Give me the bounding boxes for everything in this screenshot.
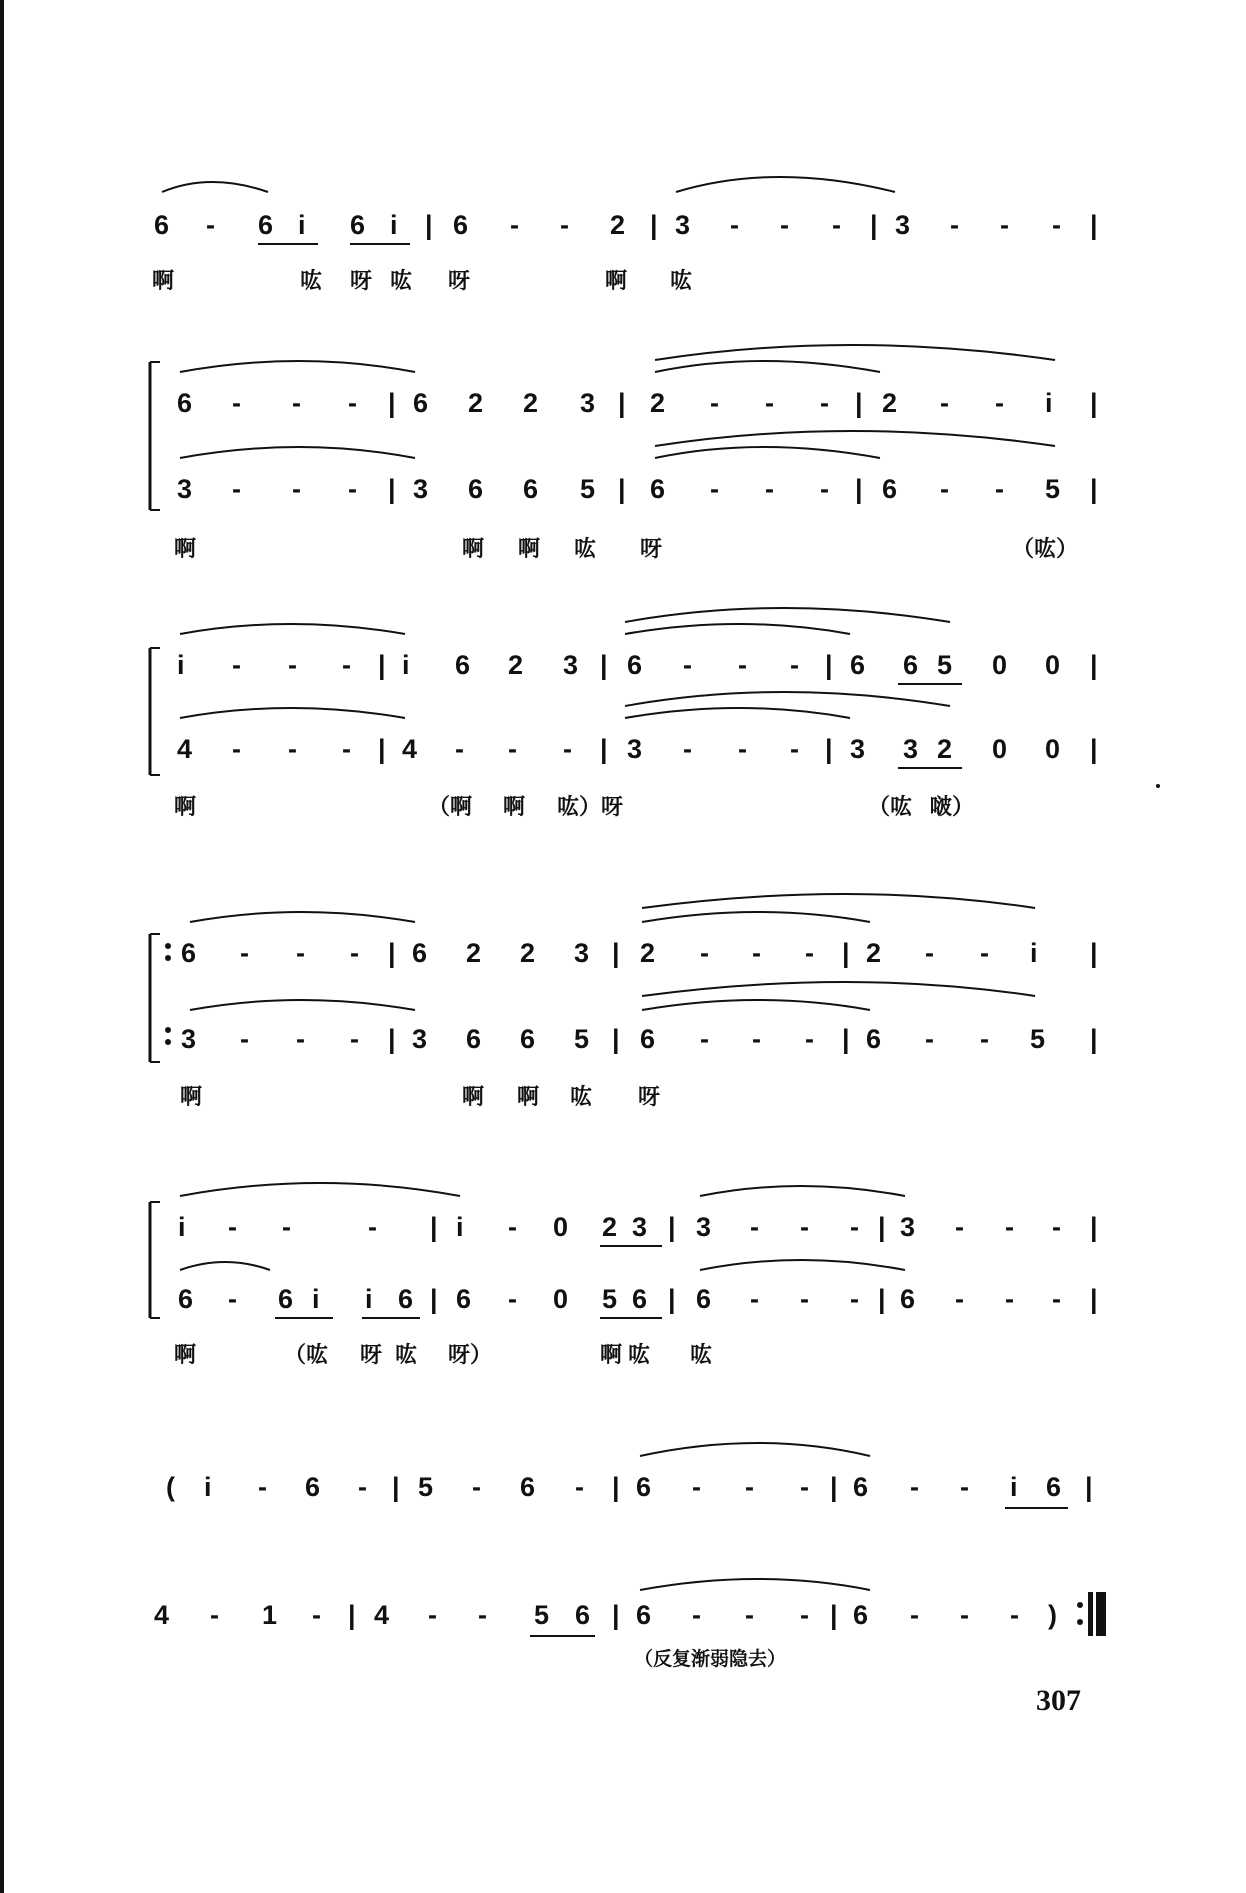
dash: - [925,938,934,968]
dash: - [910,1600,919,1630]
note: 2 [508,650,524,680]
note: 6 [900,1284,916,1314]
barline: | [830,1600,838,1630]
note: i [204,1472,212,1502]
system-7-staff-1 [154,1600,1057,1630]
barline: | [855,474,863,504]
dash: - [206,210,215,240]
note: 2 [466,938,482,968]
note: 3 [696,1212,712,1242]
barline: | [1090,938,1098,968]
lyric: 啊 [518,537,541,562]
lyric: 啊 [600,1343,623,1368]
barline: | [612,938,620,968]
system-4-lyrics [180,1085,660,1110]
dash: - [805,1024,814,1054]
dash: - [955,1284,964,1314]
dash: - [745,1600,754,1630]
dash: - [575,1472,584,1502]
note: 6 [696,1284,712,1314]
note: 6 [903,650,919,680]
paren: ( [166,1472,175,1502]
dash: - [780,210,789,240]
lyric: （啊 [428,795,473,820]
dash: - [288,650,297,680]
note: 2 [640,938,656,968]
dash: - [1000,210,1009,240]
note: 6 [178,1284,194,1314]
system-6 [166,1443,1093,1508]
dash: - [692,1600,701,1630]
barline: | [388,474,396,504]
dash: - [232,474,241,504]
lyric: 吰）呀 [557,795,624,820]
dash: - [232,650,241,680]
barline: | [430,1212,438,1242]
note: i [312,1284,320,1314]
note: 6 [413,388,429,418]
note: 3 [632,1212,648,1242]
dash: - [805,938,814,968]
dash: - [738,650,747,680]
system-2-staff-2 [177,474,1098,504]
dash: - [1052,1284,1061,1314]
note: i [402,650,410,680]
note: 3 [563,650,579,680]
note: 2 [520,938,536,968]
note: 6 [853,1472,869,1502]
note: 5 [602,1284,618,1314]
lyric: 呀 [638,1085,661,1110]
dash: - [980,1024,989,1054]
note: 2 [650,388,666,418]
barline: | [1090,650,1098,680]
barline: | [878,1212,886,1242]
note: 0 [553,1284,569,1314]
note: 6 [632,1284,648,1314]
dash: - [472,1472,481,1502]
note: 5 [937,650,953,680]
dash: - [752,938,761,968]
barline: | [600,650,608,680]
dash: - [790,650,799,680]
note: 6 [398,1284,414,1314]
note: 3 [574,938,590,968]
dash: - [850,1212,859,1242]
lyric: 吰 [628,1343,651,1368]
lyric: （吰 [868,795,913,820]
barline: | [378,734,386,764]
page-number: 307 [1036,1684,1081,1717]
dash: - [563,734,572,764]
note: 5 [534,1600,550,1630]
lyric: 啊 [517,1085,540,1110]
lyric: 啊 [152,269,175,294]
barline: | [618,388,626,418]
note: 3 [412,1024,428,1054]
system-1-lyrics [152,269,692,294]
barline: | [855,388,863,418]
note: 3 [627,734,643,764]
note: 6 [650,474,666,504]
dash: - [925,1024,934,1054]
note: 6 [850,650,866,680]
dash: - [210,1600,219,1630]
note: i [1030,938,1038,968]
note: 3 [900,1212,916,1242]
note: 3 [413,474,429,504]
note: 6 [520,1024,536,1054]
lyric: 啊 [174,1343,197,1368]
lyric: 呀） [448,1343,493,1368]
dash: - [683,650,692,680]
dash: - [940,474,949,504]
dash: - [692,1472,701,1502]
barline: | [430,1284,438,1314]
note: i [390,210,398,240]
note: 6 [1046,1472,1062,1502]
note: 6 [350,210,366,240]
note: 3 [903,734,919,764]
dash: - [296,1024,305,1054]
paren: ) [1048,1600,1057,1630]
system-3-lyrics [174,795,974,820]
system-2 [150,345,1098,562]
system-1 [152,177,1098,294]
note: 6 [278,1284,294,1314]
dash: - [910,1472,919,1502]
barline: | [842,938,850,968]
dash: - [765,474,774,504]
note: 6 [258,210,274,240]
note: 0 [1045,734,1061,764]
dash: - [1052,210,1061,240]
barline: | [612,1472,620,1502]
barline: | [388,1024,396,1054]
note: 6 [455,650,471,680]
note: 6 [181,938,197,968]
dash: - [710,474,719,504]
dash: - [765,388,774,418]
dash: - [288,734,297,764]
lyric: 啊 [462,1085,485,1110]
dash: - [820,474,829,504]
barline: | [842,1024,850,1054]
note: 6 [453,210,469,240]
barline: | [650,210,658,240]
note: 1 [262,1600,278,1630]
lyric: 啊 [605,269,628,294]
note: 2 [882,388,898,418]
dash: - [232,734,241,764]
note: 6 [177,388,193,418]
system-4 [150,894,1098,1110]
lyric: 啊 [174,537,197,562]
dash: - [350,1024,359,1054]
note: 3 [580,388,596,418]
dash: - [478,1600,487,1630]
note: 6 [866,1024,882,1054]
lyric: 啊 [462,537,485,562]
note: 0 [1045,650,1061,680]
note: 6 [627,650,643,680]
barline: | [878,1284,886,1314]
dash: - [950,210,959,240]
lyric: 啵） [930,795,975,820]
lyric: 呀 [360,1343,383,1368]
dash: - [510,210,519,240]
dash: - [700,938,709,968]
dash: - [832,210,841,240]
barline: | [392,1472,400,1502]
lyric: 啊 [174,795,197,820]
system-3-staff-1 [177,650,1098,680]
note: 4 [402,734,418,764]
dash: - [800,1600,809,1630]
note: 0 [992,734,1008,764]
note: 6 [636,1472,652,1502]
dash: - [800,1212,809,1242]
lyric: 吰 [690,1343,713,1368]
note: 4 [154,1600,170,1630]
performance-note: （反复渐弱隐去） [634,1648,787,1670]
dash: - [350,938,359,968]
note: 6 [636,1600,652,1630]
system-5-staff-2 [178,1284,1098,1314]
note: 6 [882,474,898,504]
note: 0 [553,1212,569,1242]
lyric: 啊 [180,1085,203,1110]
dash: - [358,1472,367,1502]
dash: - [750,1212,759,1242]
barline: | [870,210,878,240]
barline: | [1090,1212,1098,1242]
barline: | [668,1284,676,1314]
barline: | [600,734,608,764]
note: i [456,1212,464,1242]
lyric: 啊 [503,795,526,820]
dash: - [800,1472,809,1502]
note: 6 [466,1024,482,1054]
dash: - [560,210,569,240]
dash: - [980,938,989,968]
note: 3 [850,734,866,764]
note: i [178,1212,186,1242]
lyric: （吰 [284,1343,329,1368]
dash: - [508,734,517,764]
dash: - [232,388,241,418]
barline: | [825,734,833,764]
note: 6 [154,210,170,240]
lyric: 吰 [570,1085,593,1110]
lyric: 吰 [390,269,413,294]
note: 2 [468,388,484,418]
dash: - [508,1212,517,1242]
barline: | [618,474,626,504]
lyric: 呀 [448,269,471,294]
dash: - [228,1212,237,1242]
system-2-lyrics [174,537,1078,562]
barline: | [425,210,433,240]
final-repeat-sign [1077,1592,1106,1636]
note: 3 [177,474,193,504]
dash: - [995,388,1004,418]
dash: - [296,938,305,968]
dash: - [960,1600,969,1630]
note: 6 [305,1472,321,1502]
stray-dot [1156,784,1160,788]
barline: | [668,1212,676,1242]
system-3 [150,608,1098,820]
dash: - [428,1600,437,1630]
lyric: 吰 [574,537,597,562]
barline: | [388,938,396,968]
barline: | [612,1600,620,1630]
lyric: （吰） [1012,537,1079,562]
barline: | [388,388,396,418]
note: 6 [412,938,428,968]
lyric: 吰 [395,1343,418,1368]
note: 5 [1030,1024,1046,1054]
dash: - [348,388,357,418]
dash: - [940,388,949,418]
dash: - [368,1212,377,1242]
dash: - [960,1472,969,1502]
dash: - [292,474,301,504]
note: 2 [866,938,882,968]
dash: - [700,1024,709,1054]
note: 6 [523,474,539,504]
note: i [365,1284,373,1314]
note: 6 [520,1472,536,1502]
note: 6 [456,1284,472,1314]
barline: | [1090,1024,1098,1054]
lyric: 呀 [350,269,373,294]
note: 2 [610,210,626,240]
barline: | [825,650,833,680]
note: 0 [992,650,1008,680]
barline: | [1090,210,1098,240]
dash: - [745,1472,754,1502]
note: 4 [177,734,193,764]
barline: | [830,1472,838,1502]
dash: - [1005,1284,1014,1314]
dash: - [1010,1600,1019,1630]
barline: | [378,650,386,680]
dash: - [455,734,464,764]
system-5-staff-1 [178,1212,1098,1242]
note: 3 [895,210,911,240]
note: 2 [602,1212,618,1242]
note: 6 [575,1600,591,1630]
note: 2 [523,388,539,418]
dash: - [710,388,719,418]
dash: - [258,1472,267,1502]
dash: - [348,474,357,504]
dash: - [1005,1212,1014,1242]
note: 5 [580,474,596,504]
dash: - [1052,1212,1061,1242]
note: 2 [937,734,953,764]
system-4-staff-1 [181,938,1098,968]
note: i [1010,1472,1018,1502]
dash: - [683,734,692,764]
dash: - [282,1212,291,1242]
dash: - [738,734,747,764]
dash: - [240,938,249,968]
dash: - [312,1600,321,1630]
lyric: 吰 [300,269,323,294]
note: 5 [574,1024,590,1054]
dash: - [995,474,1004,504]
dash: - [752,1024,761,1054]
dash: - [240,1024,249,1054]
lyric: 呀 [640,537,663,562]
dash: - [292,388,301,418]
barline: | [1090,388,1098,418]
system-1-staff-1 [154,210,1098,240]
note: 3 [181,1024,197,1054]
note: 5 [1045,474,1061,504]
note: 4 [374,1600,390,1630]
note: 6 [640,1024,656,1054]
dash: - [955,1212,964,1242]
system-3-staff-2 [177,734,1098,764]
lyric: 吰 [670,269,693,294]
note: 5 [418,1472,434,1502]
barline: | [1090,734,1098,764]
note: 6 [853,1600,869,1630]
dash: - [820,388,829,418]
note: i [1045,388,1053,418]
note: i [177,650,185,680]
barline: | [1085,1472,1093,1502]
system-2-staff-1 [177,388,1098,418]
barline: | [348,1600,356,1630]
dash: - [800,1284,809,1314]
note: 3 [675,210,691,240]
dash: - [750,1284,759,1314]
note: 6 [468,474,484,504]
barline: | [1090,474,1098,504]
dash: - [730,210,739,240]
dash: - [342,734,351,764]
system-4-staff-2 [181,1024,1098,1054]
system-6-staff-1 [166,1472,1093,1502]
dash: - [850,1284,859,1314]
system-5-lyrics [174,1343,712,1368]
dash: - [790,734,799,764]
barline: | [1090,1284,1098,1314]
note: i [298,210,306,240]
barline: | [612,1024,620,1054]
dash: - [342,650,351,680]
system-5 [150,1183,1098,1368]
dash: - [228,1284,237,1314]
dash: - [508,1284,517,1314]
system-7 [154,1579,1106,1670]
